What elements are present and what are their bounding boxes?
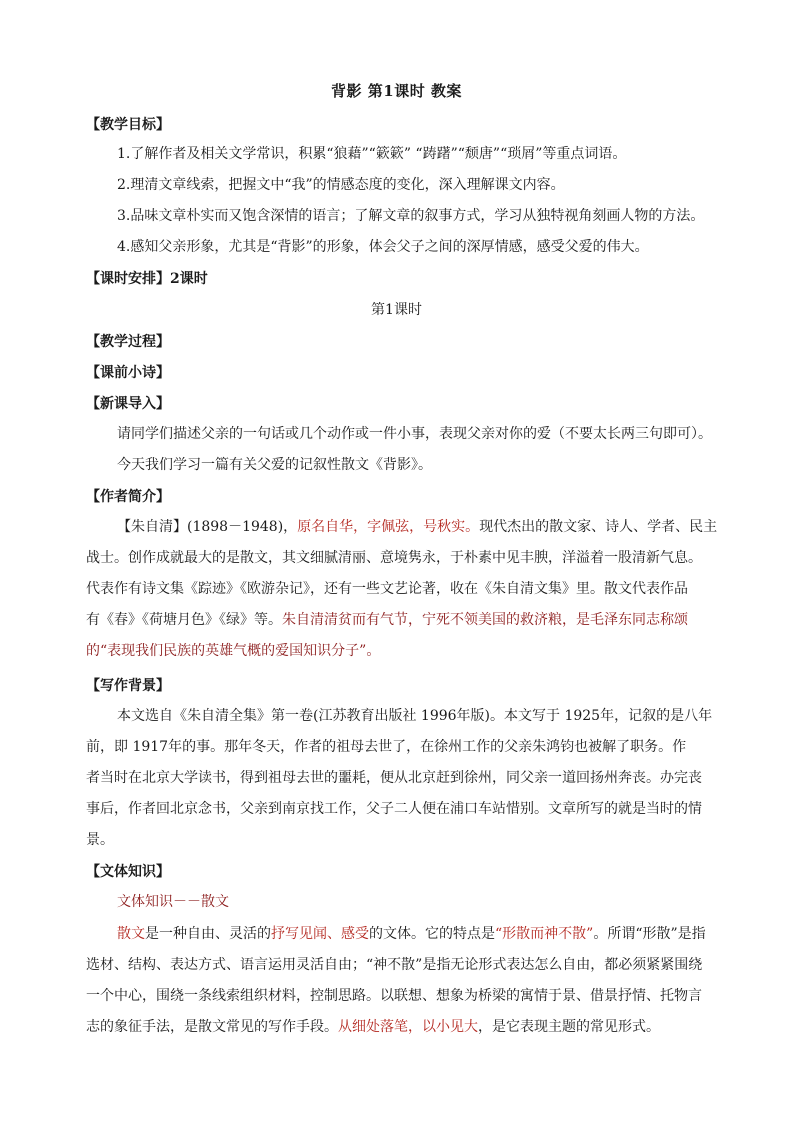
genre-text-b: 的文体。它的特点是 bbox=[369, 926, 495, 942]
author-names-highlight: 原名自华，字佩弦，号秋实。 bbox=[297, 519, 480, 535]
author-line-5: 的“表现我们民族的英雄气概的爱国知识分子”。 bbox=[86, 643, 381, 659]
genre-text-a: 是一种自由、灵活的 bbox=[145, 926, 271, 942]
genre-text-d: 志的象征手法，是散文常见的写作手段。 bbox=[86, 1019, 338, 1035]
heading-intro: 【新课导入】 bbox=[86, 396, 170, 412]
background-line-4: 事后，作者回北京念书，父亲到南京找工作，父子二人便在浦口车站惜别。文章所写的就是当时的情 bbox=[86, 801, 702, 817]
genre-line-3: 一个中心，围绕一条线索组织材料，控制思路。以联想、想象为桥梁的寓情于景、借景抒情、托物言 bbox=[86, 988, 702, 1004]
author-line-1 bbox=[117, 517, 717, 537]
heading-author: 【作者简介】 bbox=[86, 489, 170, 505]
genre-line-1 bbox=[117, 924, 706, 944]
goal-item-1: 1.了解作者及相关文学常识，积累“狼藉”“簌簌” “踌躇”“颓唐”“琐屑”等重点词语。 bbox=[117, 146, 627, 162]
background-line-2: 前，即 1917年的事。那年冬天，作者的祖母去世了，在徐州工作的父亲朱鸿钧也被解了职务。作 bbox=[86, 739, 687, 755]
goal-item-2: 2.理清文章线索，把握文中“我”的情感态度的变化，深入理解课文内容。 bbox=[117, 177, 565, 193]
heading-process: 【教学过程】 bbox=[86, 334, 170, 350]
author-line-4 bbox=[86, 610, 688, 630]
heading-background: 【写作背景】 bbox=[86, 678, 170, 694]
heading-teaching-goals: 【教学目标】 bbox=[86, 117, 170, 133]
heading-poem: 【课前小诗】 bbox=[86, 365, 170, 381]
author-name-dates: 【朱自清】(1898－1948)， bbox=[117, 519, 298, 535]
author-line-2: 战士。创作成就最大的是散文，其文细腻清丽、意境隽永，于朴素中见丰腴，洋溢着一股清新气息。 bbox=[86, 550, 702, 566]
author-praise-highlight: 朱自清清贫而有气节，宁死不领美国的救济粮，是毛泽东同志称颂 bbox=[282, 612, 688, 628]
genre-highlight-2: “形散而神不散” bbox=[495, 926, 594, 942]
intro-line-1: 请同学们描述父亲的一句话或几个动作或一件小事，表现父亲对你的爱（不要太长两三句即可）。 bbox=[117, 426, 712, 442]
genre-line-4 bbox=[86, 1017, 660, 1037]
genre-highlight-1: 抒写见闻、感受 bbox=[271, 926, 369, 942]
background-line-5: 景。 bbox=[86, 832, 114, 848]
genre-highlight-3: 从细处落笔，以小见大 bbox=[338, 1019, 478, 1035]
genre-term: 散文 bbox=[117, 926, 145, 942]
page-title: 背影 第1课时 教案 bbox=[331, 82, 462, 100]
heading-schedule: 【课时安排】2课时 bbox=[86, 271, 208, 287]
author-works: 有《春》《荷塘月色》《绿》等。 bbox=[86, 612, 282, 628]
genre-line-2: 选材、结构、表达方式、语言运用灵活自由；“神不散”是指无论形式表达怎么自由，都必须紧紧围绕 bbox=[86, 957, 703, 973]
goal-item-3: 3.品味文章朴实而又饱含深情的语言；了解文章的叙事方式，学习从独特视角刻画人物的方法。 bbox=[117, 208, 705, 224]
lesson-label: 第1课时 bbox=[371, 302, 422, 318]
heading-genre: 【文体知识】 bbox=[86, 864, 170, 880]
author-roles: 现代杰出的散文家、诗人、学者、民主 bbox=[479, 519, 718, 535]
genre-text-c: 。所谓“形散”是指 bbox=[593, 926, 706, 942]
background-line-1: 本文选自《朱自清全集》第一卷(江苏教育出版社 1996年版)。本文写于 1925年，记叙的是八年 bbox=[117, 708, 713, 724]
background-line-3: 者当时在北京大学读书，得到祖母去世的噩耗，便从北京赶到徐州，同父亲一道回扬州奔丧。办完丧 bbox=[86, 770, 702, 786]
goal-item-4: 4.感知父亲形象，尤其是“背影”的形象，体会父子之间的深厚情感，感受父爱的伟大。 bbox=[117, 239, 649, 255]
author-line-3: 代表作有诗文集《踪迹》《欧游杂记》，还有一些文艺论著，收在《朱自清文集》里。散文代表作品 bbox=[86, 581, 688, 597]
genre-subheading: 文体知识－－散文 bbox=[117, 894, 229, 910]
intro-line-2: 今天我们学习一篇有关父爱的记叙性散文《背影》。 bbox=[117, 457, 432, 473]
genre-text-e: ，是它表现主题的常见形式。 bbox=[478, 1019, 660, 1035]
